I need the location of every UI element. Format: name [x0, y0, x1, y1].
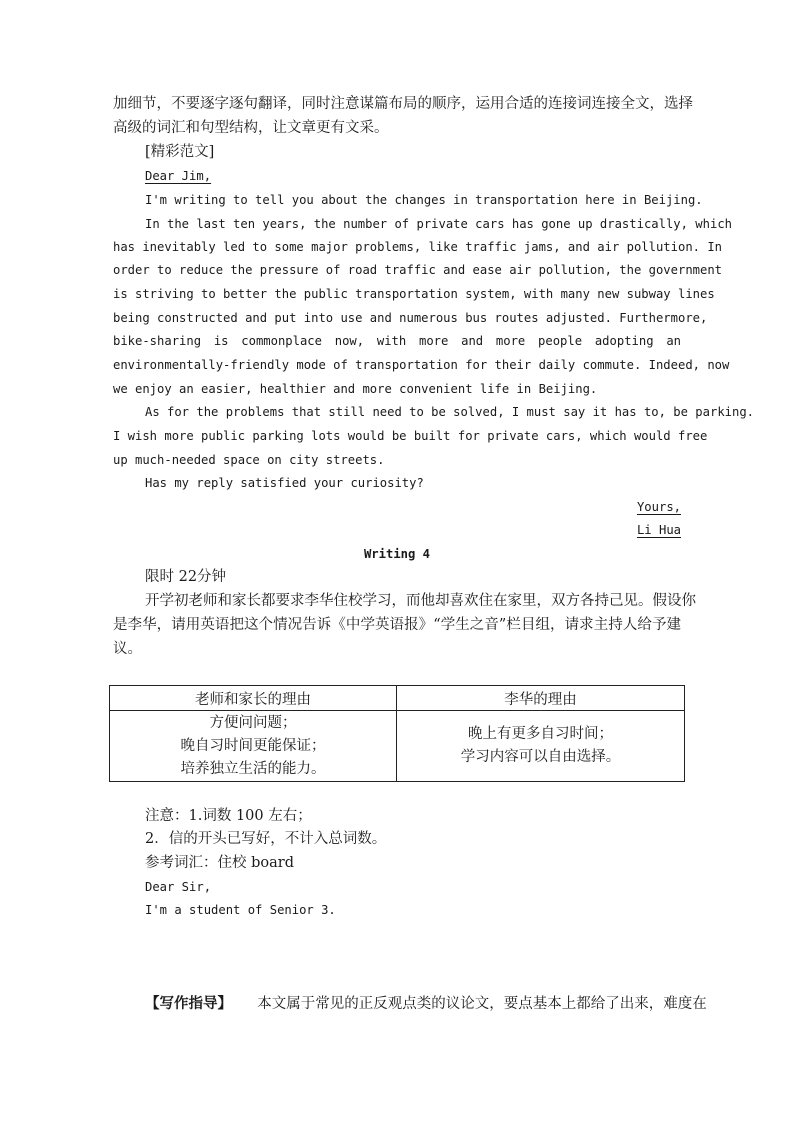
sample-p2-line: environmentally-friendly mode of transportation for their daily commute. Indeed, now	[113, 358, 730, 372]
sample-p3-line: I wish more public parking lots would be built for private cars, which would free	[113, 429, 708, 443]
letter-greeting: Dear Sir,	[145, 880, 212, 894]
sample-paragraph-1: I'm writing to tell you about the changes in transportation here in Beijing.	[145, 193, 703, 207]
sample-greeting: Dear Jim,	[145, 169, 212, 183]
prompt-line-3: 议。	[113, 641, 142, 657]
intro-line-2: 高级的词汇和句型结构，让文章更有文采。	[113, 120, 389, 136]
sample-closing: Yours,	[636, 500, 681, 514]
sample-p2-line: is striving to better the public transportation system, with many new subway lines	[113, 287, 715, 301]
table-row	[110, 711, 685, 782]
intro-line-1: 加细节，不要逐字逐句翻译，同时注意谋篇布局的顺序，运用合适的连接词连接全文，选择	[113, 96, 693, 112]
lihua-reasons-cell	[397, 711, 685, 782]
sample-heading: [精彩范文]	[145, 144, 215, 160]
sample-p2-line: In the last ten years, the number of private cars has gone up drastically, which	[145, 217, 732, 231]
sample-p2-line: we enjoy an easier, healthier and more convenient life in Beijing.	[113, 382, 598, 396]
sample-p2-line: order to reduce the pressure of road traffic and ease air pollution, the government	[113, 263, 723, 277]
list-item: 方便问问题；	[209, 714, 297, 731]
guide-text: 本文属于常见的正反观点类的议论文，要点基本上都给了出来，难度在	[257, 996, 707, 1012]
sample-p2-line: has inevitably led to some major problems, like traffic jams, and air pollution. In	[113, 240, 723, 254]
list-item: 培养独立生活的能力。	[180, 760, 326, 777]
prompt-line-2: 是李华，请用英语把这个情况告诉《中学英语报》“学生之音”栏目组，请求主持人给予建	[113, 617, 681, 633]
table-header-row	[110, 686, 685, 711]
guide-line	[145, 994, 707, 1014]
list-item: 晚上有更多自习时间；	[468, 726, 613, 742]
letter-first-line: I'm a student of Senior 3.	[145, 903, 336, 917]
guide-label: 【写作指导】	[145, 995, 232, 1012]
note-2: 2．信的开头已写好，不计入总词数。	[145, 831, 387, 847]
list-item: 晚自习时间更能保证；	[180, 737, 326, 754]
list-item: 学习内容可以自由选择。	[460, 749, 621, 765]
section-title: Writing 4	[363, 547, 431, 561]
note-1: 注意：1.词数 100 左右；	[145, 808, 312, 824]
reasons-table	[109, 685, 685, 782]
table-header-teachers: 老师和家长的理由	[110, 686, 397, 711]
sample-paragraph-4: Has my reply satisfied your curiosity?	[145, 476, 424, 490]
reference-vocab: 参考词汇：住校 board	[145, 855, 294, 871]
table-header-lihua: 李华的理由	[397, 686, 685, 711]
teachers-reasons-cell	[110, 711, 397, 782]
sample-signature: Li Hua	[636, 523, 681, 537]
sample-p3-line: up much-needed space on city streets.	[113, 453, 385, 467]
sample-p3-line: As for the problems that still need to be solved, I must say it has to, be parking.	[145, 405, 755, 419]
time-limit: 限时 22分钟	[145, 569, 227, 585]
sample-p2-line: bike-sharing is commonplace now, with more and more people adopting an	[113, 334, 681, 348]
sample-p2-line: being constructed and put into use and numerous bus routes adjusted. Furthermore,	[113, 311, 708, 325]
prompt-line-1: 开学初老师和家长都要求李华住校学习，而他却喜欢住在家里，双方各持己见。假设你	[145, 593, 696, 609]
